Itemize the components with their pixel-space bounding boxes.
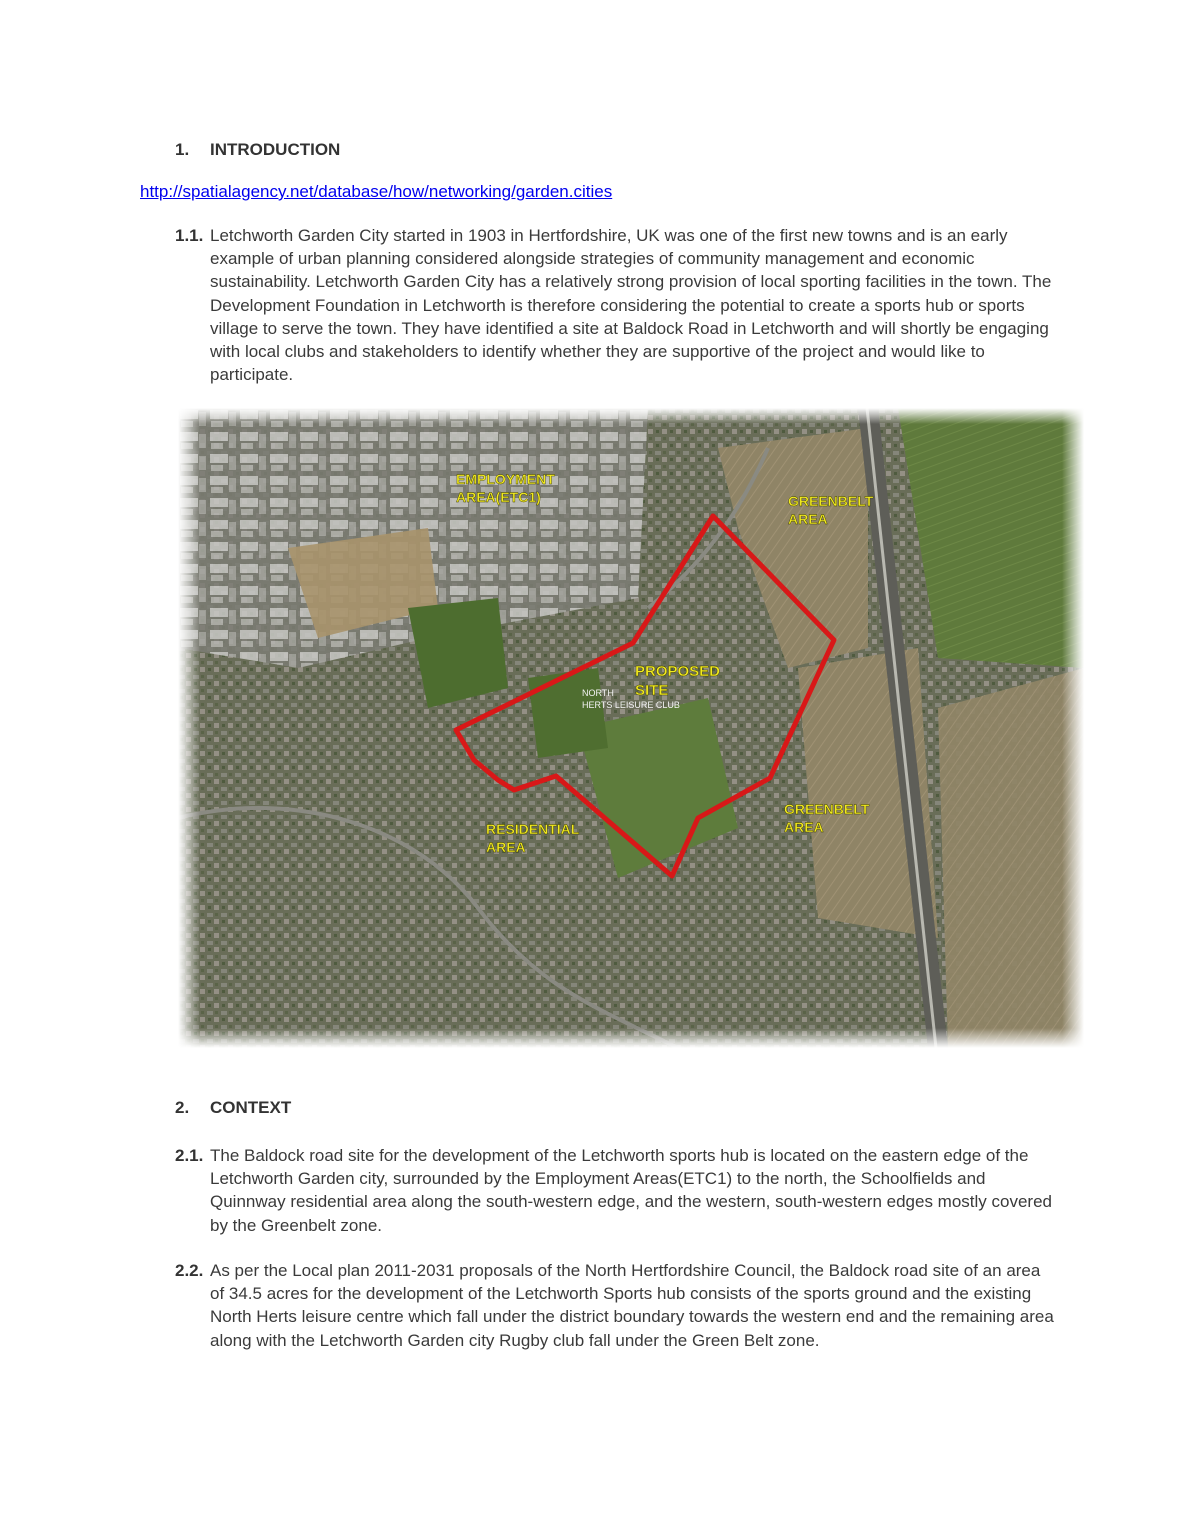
paragraph-2-2-text: As per the Local plan 2011-2031 proposals of the North Hertfordshire Council, the Baldock road site of an area of 34.5 acres for the development of the Letchworth Sports hub consists of the sports ground and the existing North Herts leisure centre which fall under the district boundary towards the western end and the remaining area along with the Letchworth Garden city Rugby club fall under the Green Belt zone. (210, 1261, 1054, 1350)
label-greenbelt-bottom-line-1: GREENBELT (784, 801, 870, 817)
site-aerial-map (178, 408, 1084, 1048)
label-leisure-line-1: NORTH (582, 688, 614, 698)
label-greenbelt-bottom-line-2: AREA (784, 819, 824, 835)
label-residential-line-1: RESIDENTIAL (486, 821, 580, 837)
paragraph-2-1-text: The Baldock road site for the development of the Letchworth sports hub is located on the eastern edge of the Letchworth Garden city, surrounded by the Employment Areas(ETC1) to the north, the Schoolfields and Quinnway residential area along the south-western edge, and the western, south-western edges mostly covered by the Greenbelt zone. (210, 1146, 1052, 1235)
paragraph-1-1 (175, 224, 1055, 386)
section-2-number: 2. (175, 1098, 190, 1117)
paragraph-1-1-text: Letchworth Garden City started in 1903 in Hertfordshire, UK was one of the first new towns and is an early example of urban planning considered alongside strategies of community management and economic sustainability. Letchworth Garden City has a relatively strong provision of local sporting facilities in the town. The Development Foundation in Letchworth is therefore considering the potential to create a sports hub or sports village to serve the town. They have identified a site at Baldock Road in Letchworth and will shortly be engaging with local clubs and stakeholders to identify whether they are supportive of the project and would like to participate. (210, 226, 1052, 385)
paragraph-2-2-number: 2.2. (175, 1261, 204, 1280)
vignette-bottom (178, 1028, 1084, 1048)
label-employment-line-1: EMPLOYMENT (456, 471, 555, 487)
vignette-left (178, 408, 200, 1048)
label-proposed-line-2: SITE (635, 682, 669, 699)
section-1-number: 1. (175, 140, 190, 159)
paragraph-1-1-number: 1.1. (175, 226, 204, 245)
sports-pitch-3 (528, 668, 608, 758)
vignette-right (1062, 408, 1084, 1048)
label-greenbelt-top-line-2: AREA (788, 511, 828, 527)
section-1-heading (175, 140, 340, 160)
paragraph-2-2 (175, 1259, 1055, 1352)
label-residential-line-2: AREA (486, 839, 526, 855)
vignette-top (178, 408, 1084, 424)
label-greenbelt-top-line-1: GREENBELT (788, 493, 874, 509)
label-leisure-line-2: HERTS LEISURE CLUB (582, 700, 680, 710)
section-1-title: INTRODUCTION (210, 140, 341, 159)
section-2-title: CONTEXT (210, 1098, 292, 1117)
paragraph-2-1-number: 2.1. (175, 1146, 204, 1165)
label-proposed-line-1: PROPOSED (635, 663, 721, 680)
section-2-heading (175, 1098, 291, 1118)
spatial-agency-link[interactable]: http://spatialagency.net/database/how/networking/garden.cities (140, 182, 613, 201)
paragraph-2-1 (175, 1144, 1055, 1237)
label-employment-line-2: AREA(ETC1) (456, 489, 541, 505)
